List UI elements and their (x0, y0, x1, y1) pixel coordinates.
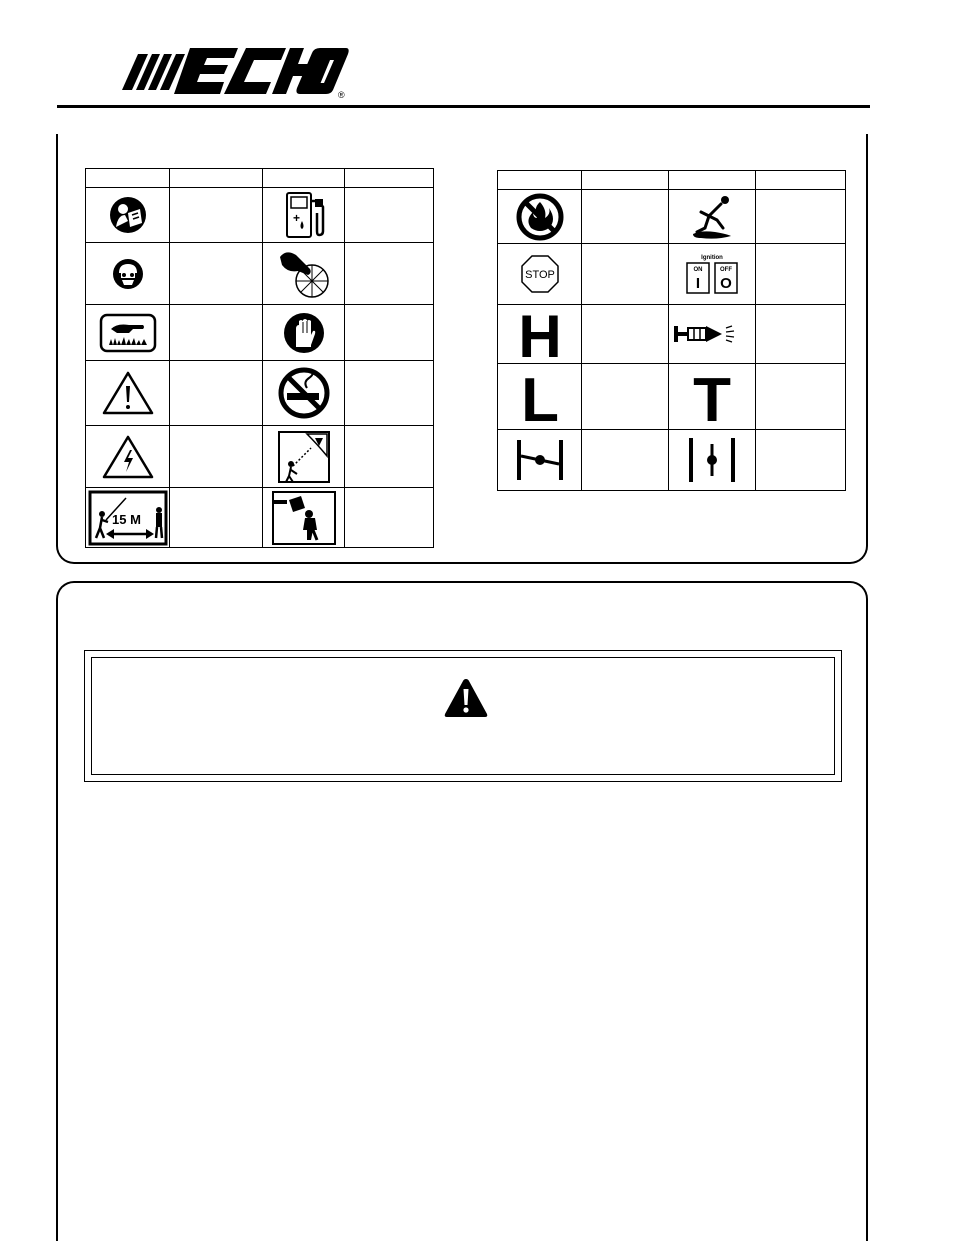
symbol-description (170, 305, 263, 361)
table-row (86, 188, 434, 243)
thrown-object-icon (263, 488, 345, 548)
symbol-description (345, 361, 434, 426)
column-header (86, 169, 170, 188)
symbol-description (756, 190, 846, 244)
table-row (498, 190, 846, 244)
svg-text:OFF: OFF (720, 267, 732, 273)
wear-gloves-icon (263, 305, 345, 361)
header-rule (57, 105, 870, 108)
echo-logo (118, 44, 350, 100)
symbol-description (345, 243, 434, 305)
warning-box-inner (91, 657, 835, 775)
symbol-description (582, 364, 669, 430)
table-row (498, 364, 846, 430)
warning-triangle-icon (86, 361, 170, 426)
symbol-description (345, 305, 434, 361)
slip-hazard-icon (669, 190, 756, 244)
symbol-description (345, 488, 434, 548)
symbols-table-right (497, 170, 846, 491)
warning-exclamation-icon (444, 678, 488, 718)
symbol-description (756, 305, 846, 364)
symbol-description (582, 244, 669, 305)
column-header (498, 171, 582, 190)
symbol-description (345, 188, 434, 243)
table-row (86, 243, 434, 305)
svg-text:O: O (720, 275, 732, 292)
table-header-row (498, 171, 846, 190)
keep-distance-icon (86, 488, 170, 548)
table-row (86, 305, 434, 361)
symbol-description (170, 488, 263, 548)
table-row (498, 244, 846, 305)
fuel-pump-icon (263, 188, 345, 243)
svg-text:Ignition: Ignition (701, 255, 723, 261)
svg-text:+: + (292, 211, 300, 225)
symbol-description (756, 430, 846, 491)
svg-text:H: H (517, 308, 562, 360)
svg-text:ON: ON (693, 267, 703, 273)
table-row (86, 488, 434, 548)
table-row (498, 305, 846, 364)
hand-cut-hazard-icon (263, 243, 345, 305)
registered-mark: ® (338, 90, 345, 100)
no-fire-icon (498, 190, 582, 244)
column-header (582, 171, 669, 190)
symbol-description (170, 426, 263, 488)
stop-sign-icon (498, 244, 582, 305)
warning-box (84, 650, 842, 782)
ignition-switch-icon (669, 244, 756, 305)
letter-h-icon (498, 305, 582, 364)
symbol-description (582, 305, 669, 364)
symbol-description (582, 190, 669, 244)
column-header (669, 171, 756, 190)
falling-object-icon (263, 426, 345, 488)
svg-text:15 M: 15 M (111, 511, 141, 527)
symbol-description (170, 188, 263, 243)
symbol-description (756, 244, 846, 305)
column-header (170, 169, 263, 188)
symbol-description (756, 364, 846, 430)
symbols-table-left (85, 168, 434, 548)
table-row (498, 430, 846, 491)
choke-open-icon (498, 430, 582, 491)
eye-ear-head-protection-icon (86, 243, 170, 305)
electrical-hazard-icon (86, 426, 170, 488)
no-smoking-icon (263, 361, 345, 426)
hot-surface-hazard-icon (86, 305, 170, 361)
symbol-description (582, 430, 669, 491)
read-manual-icon (86, 188, 170, 243)
svg-text:L: L (520, 369, 559, 424)
letter-l-icon (498, 364, 582, 430)
table-header-row (86, 169, 434, 188)
column-header (756, 171, 846, 190)
svg-text:T: T (693, 369, 731, 424)
primer-bulb-icon (669, 305, 756, 364)
symbol-description (345, 426, 434, 488)
svg-text:STOP: STOP (524, 269, 555, 281)
symbol-description (170, 243, 263, 305)
column-header (263, 169, 345, 188)
symbol-description (170, 361, 263, 426)
column-header (345, 169, 434, 188)
table-row (86, 426, 434, 488)
letter-t-icon (669, 364, 756, 430)
table-row (86, 361, 434, 426)
svg-text:I: I (695, 275, 701, 292)
choke-closed-icon (669, 430, 756, 491)
